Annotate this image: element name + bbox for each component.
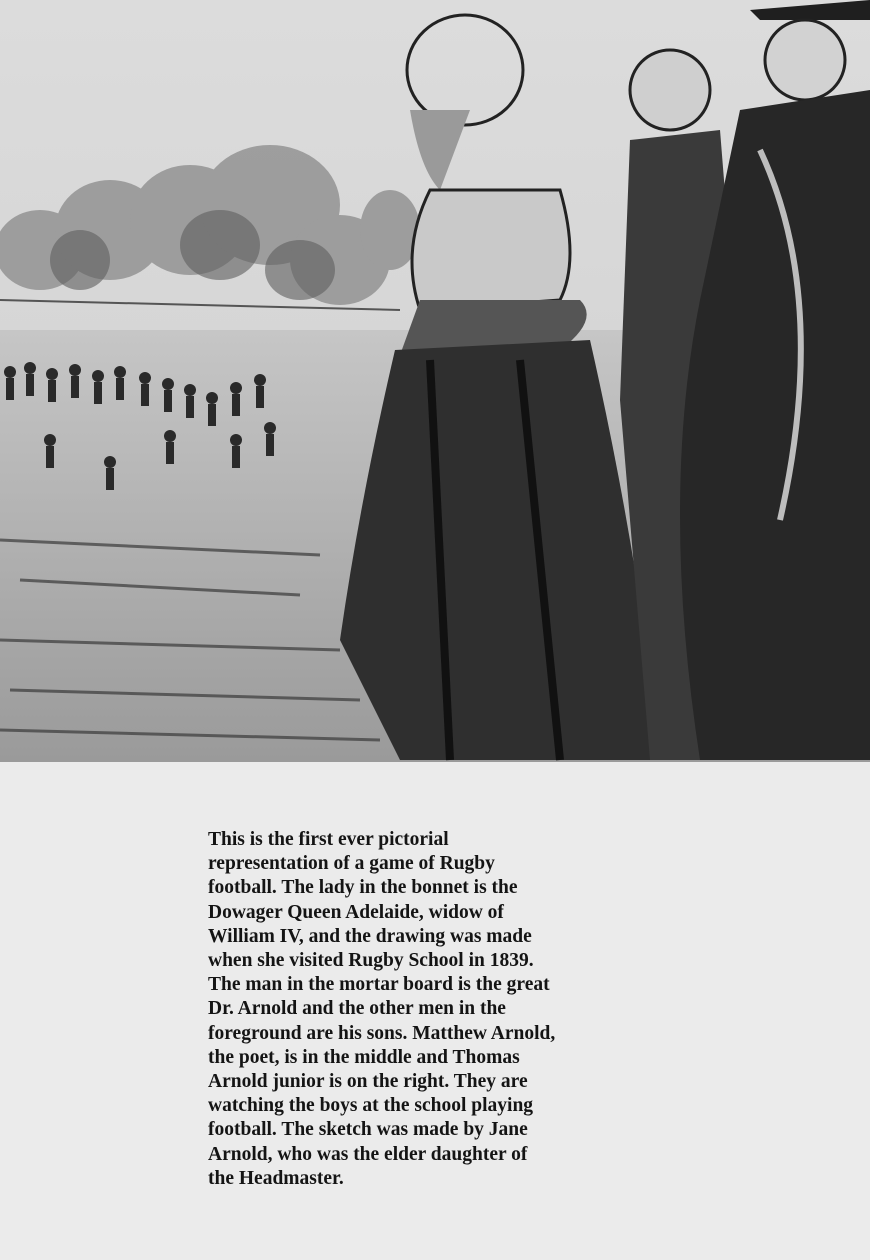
caption-line: This is the first ever pictorial: [208, 829, 449, 850]
caption-line: foreground are his sons. Matthew Arnold,: [208, 1022, 556, 1044]
caption-line: football. The lady in the bonnet is the: [208, 877, 518, 899]
caption-line: The man in the mortar board is the great: [208, 974, 550, 996]
caption-line: Arnold junior is on the right. They are: [208, 1071, 528, 1093]
caption-line: football. The sketch was made by Jane: [208, 1119, 528, 1141]
caption-text: [208, 828, 628, 1191]
caption-line: the Headmaster.: [208, 1167, 344, 1189]
caption-line: watching the boys at the school playing: [208, 1095, 534, 1117]
caption-line: William IV, and the drawing was made: [208, 925, 532, 947]
caption-line: Dr. Arnold and the other men in the: [208, 998, 506, 1020]
caption-line: Arnold, who was the elder daughter of: [208, 1143, 528, 1165]
caption-line: when she visited Rugby School in 1839.: [208, 950, 534, 972]
caption-line: representation of a game of Rugby: [208, 853, 495, 875]
caption-line: Dowager Queen Adelaide, widow of: [208, 901, 504, 923]
caption-line: the poet, is in the middle and Thomas: [208, 1046, 520, 1068]
